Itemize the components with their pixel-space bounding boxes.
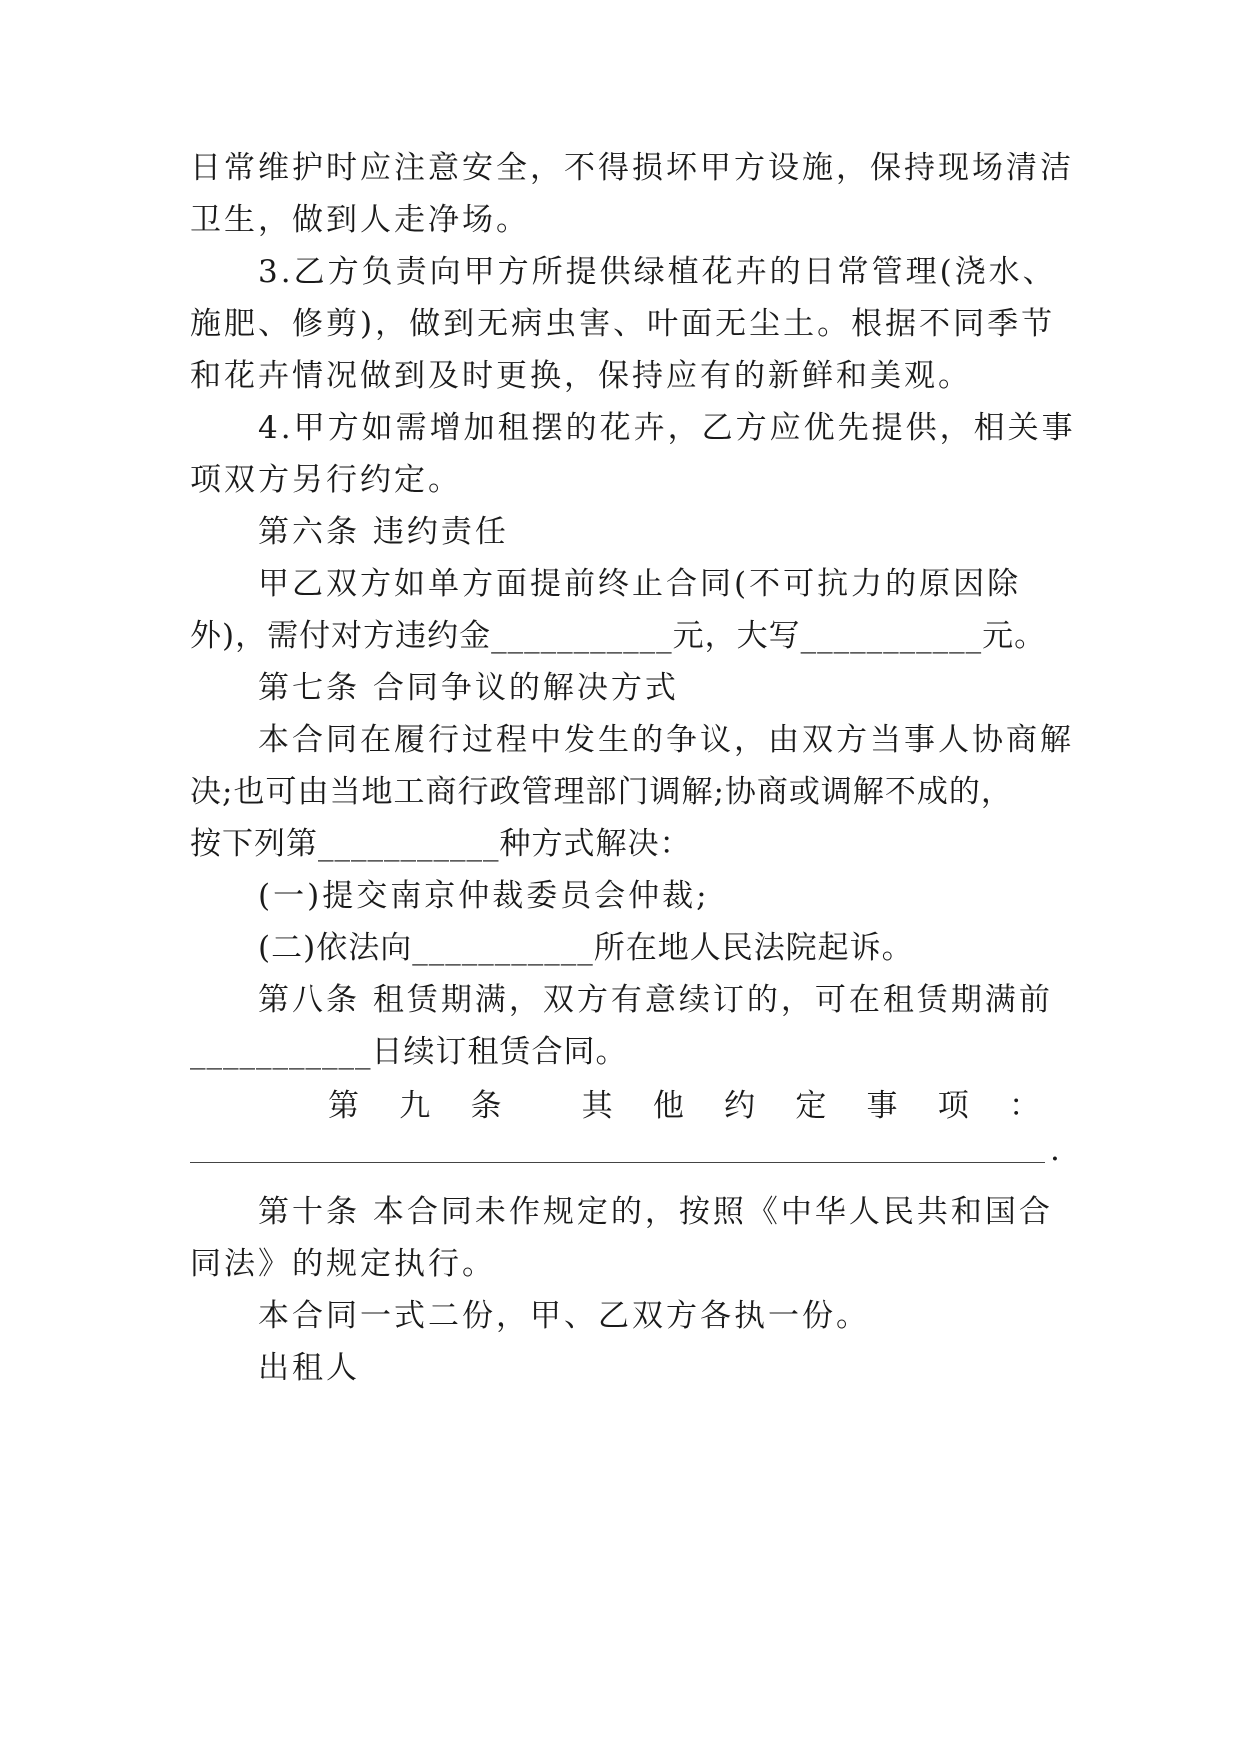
- article-9-char: 其: [581, 1088, 613, 1124]
- text-line: (一)提交南京仲裁委员会仲裁;: [258, 878, 710, 914]
- article-9-char: 约: [724, 1088, 756, 1124]
- text-line: 和花卉情况做到及时更换，保持应有的新鲜和美观。: [190, 358, 972, 394]
- article-6-heading: 第六条 违约责任: [258, 514, 509, 550]
- article-9-char: 第: [328, 1088, 359, 1124]
- text-line: 施肥、修剪)，做到无病虫害、叶面无尘土。根据不同季节: [190, 306, 1056, 342]
- article-9-char: 九: [399, 1088, 431, 1124]
- text-line: 日常维护时应注意安全，不得损坏甲方设施，保持现场清洁: [190, 150, 1074, 186]
- text-line: ___________日续订租赁合同。: [190, 1034, 628, 1070]
- text-line: (二)依法向___________所在地人民法院起诉。: [258, 930, 914, 966]
- text-line: 4.甲方如需增加租摆的花卉，乙方应优先提供，相关事: [258, 410, 1076, 446]
- text-line: 项双方另行约定。: [190, 462, 462, 498]
- article-9-char: 他: [652, 1088, 684, 1124]
- article-9-heading: [328, 1086, 1040, 1126]
- text-line: 本合同在履行过程中发生的争议，由双方当事人协商解: [258, 722, 1074, 758]
- article-9-char: 条: [470, 1088, 502, 1124]
- text-line: 按下列第___________种方式解决：: [190, 826, 692, 862]
- article-9-end: .: [1050, 1132, 1060, 1168]
- article-9-char: 定: [795, 1088, 827, 1124]
- article-7-heading: 第七条 合同争议的解决方式: [258, 670, 679, 706]
- article-10-heading: 第十条 本合同未作规定的，按照《中华人民共和国合: [258, 1194, 1053, 1230]
- text-line: 外)，需付对方违约金___________元，大写___________元。: [190, 618, 1047, 654]
- text-line: 本合同一式二份，甲、乙双方各执一份。: [258, 1298, 870, 1334]
- text-line: 卫生，做到人走净场。: [190, 202, 530, 238]
- lessor-label: 出租人: [258, 1350, 360, 1386]
- text-line: 决;也可由当地工商行政管理部门调解;协商或调解不成的，: [190, 774, 1013, 810]
- article-9-char: 事: [866, 1088, 898, 1124]
- article-9-char: ：: [1008, 1088, 1040, 1124]
- text-line: 同法》的规定执行。: [190, 1246, 496, 1282]
- article-9-char: 项: [937, 1088, 969, 1124]
- article-9-blank: [190, 1162, 1045, 1163]
- article-8-heading: 第八条 租赁期满，双方有意续订的，可在租赁期满前: [258, 982, 1053, 1018]
- text-line: 甲乙双方如单方面提前终止合同(不可抗力的原因除: [258, 566, 1022, 602]
- text-line: 3.乙方负责向甲方所提供绿植花卉的日常管理(浇水、: [258, 254, 1057, 290]
